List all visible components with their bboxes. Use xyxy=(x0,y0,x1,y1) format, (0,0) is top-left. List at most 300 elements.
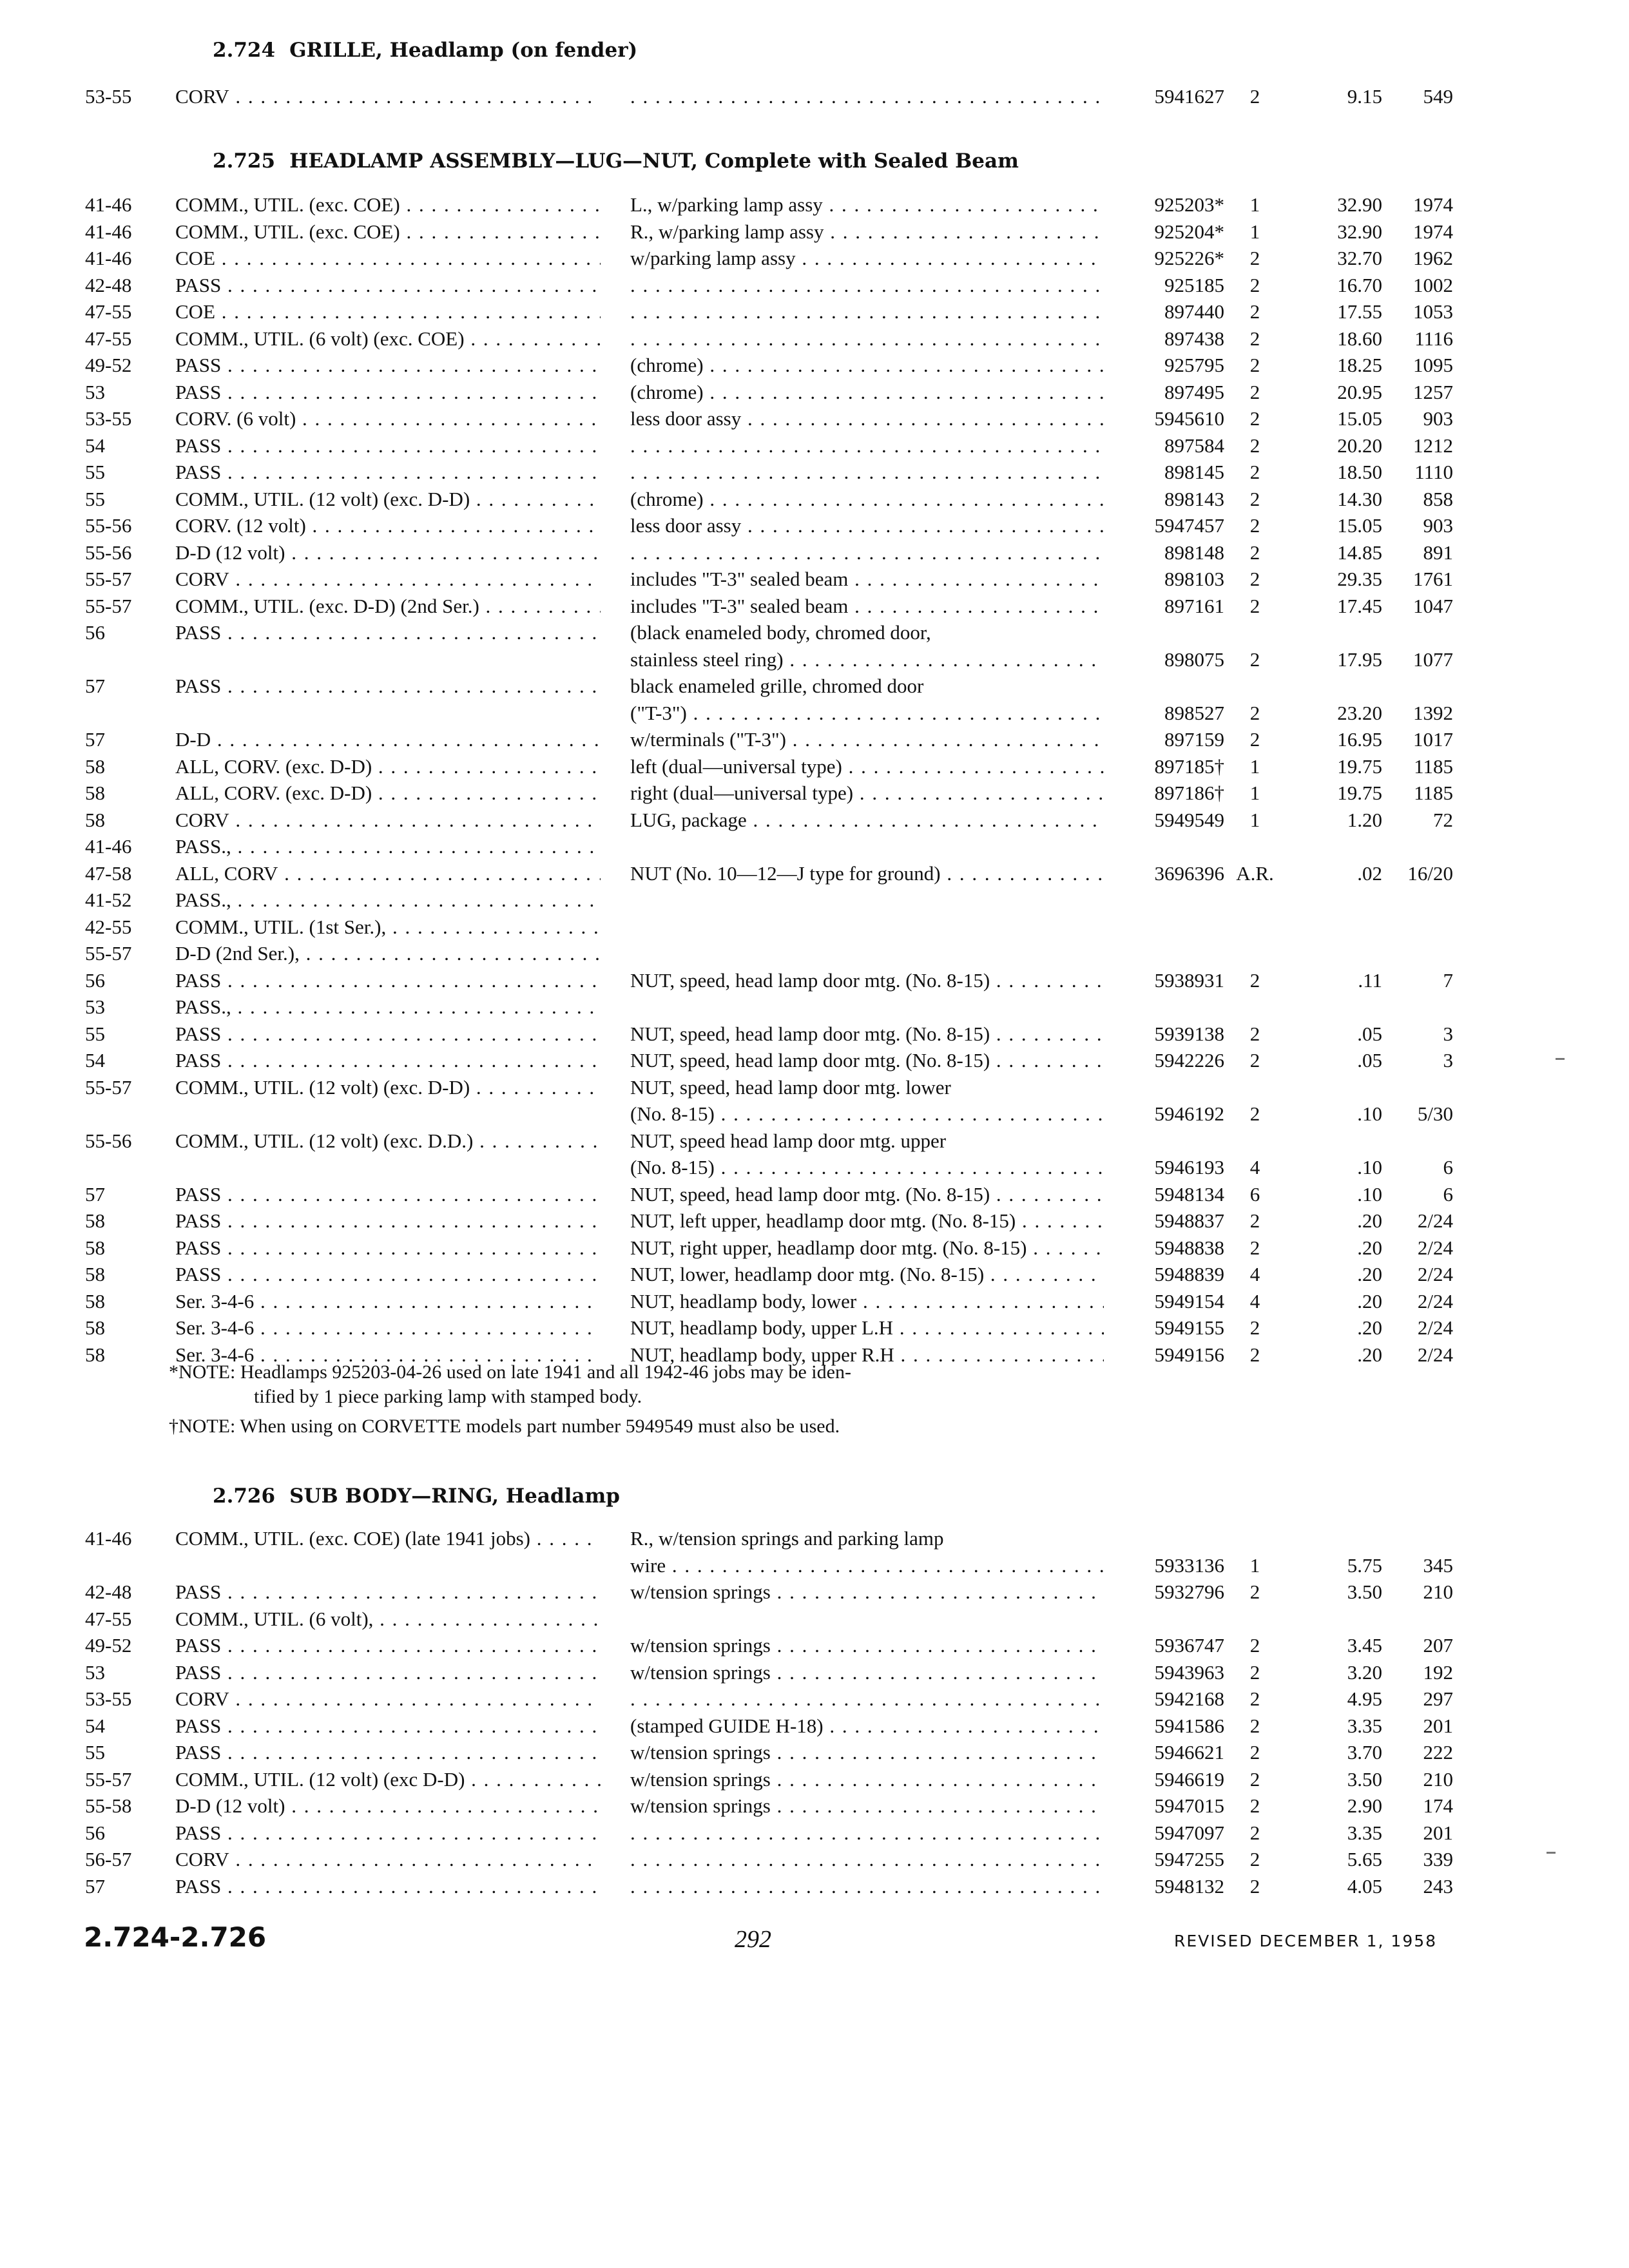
model-name: CORV. (6 volt) . . . xyxy=(175,406,601,432)
model-name: D-D (12 volt) . . . xyxy=(175,540,601,566)
part-description xyxy=(630,299,1104,325)
list-price: 4.95 xyxy=(1347,1687,1382,1710)
section-number: 2.726 xyxy=(213,1485,276,1508)
section-number: 2.724 xyxy=(213,39,276,62)
price-group: 549 xyxy=(1423,85,1453,108)
table-row xyxy=(0,566,1629,593)
part-description xyxy=(630,326,1104,352)
list-price: 14.30 xyxy=(1337,487,1382,510)
model-name: PASS . . . xyxy=(175,1660,601,1686)
part-number: 897185† xyxy=(1154,754,1224,778)
table-row xyxy=(0,1262,1629,1289)
part-number: 898143 xyxy=(1164,487,1224,510)
part-number: 897440 xyxy=(1164,300,1224,323)
list-price: 16.95 xyxy=(1337,728,1382,751)
price-group: 1185 xyxy=(1414,754,1453,778)
model-years: 49-52 xyxy=(85,354,132,376)
price-group: 1974 xyxy=(1413,193,1453,216)
model-name: CORV . . . xyxy=(175,84,601,110)
table-row xyxy=(0,1793,1629,1820)
model-name: PASS . . . xyxy=(175,433,601,459)
list-price: 3.35 xyxy=(1347,1821,1382,1844)
model-years: 54 xyxy=(85,1714,105,1737)
model-name: PASS., . . . xyxy=(175,887,601,913)
model-years: 41-52 xyxy=(85,889,132,911)
model-name: COMM., UTIL. (1st Ser.), . . . xyxy=(175,914,601,940)
model-years: 56-57 xyxy=(85,1848,132,1870)
table-row xyxy=(0,219,1629,246)
model-name: PASS . . . xyxy=(175,1208,601,1234)
model-name: CORV . . . xyxy=(175,1686,601,1712)
part-number: 5946621 xyxy=(1154,1741,1224,1763)
model-years: 58 xyxy=(85,1263,105,1285)
quantity: 4 xyxy=(1249,1263,1260,1285)
model-years: 58 xyxy=(85,754,105,778)
list-price: 3.70 xyxy=(1347,1741,1382,1763)
part-number: 5943963 xyxy=(1154,1660,1224,1684)
part-number: 5936747 xyxy=(1154,1634,1224,1657)
quantity: 1 xyxy=(1249,808,1260,831)
model-years: 53 xyxy=(85,1660,105,1684)
price-group: 192 xyxy=(1423,1660,1453,1684)
model-years: 41-46 xyxy=(85,1527,132,1550)
quantity: 2 xyxy=(1249,1102,1260,1125)
model-name: PASS . . . xyxy=(175,673,601,699)
part-description: less door assy . . . xyxy=(630,406,1104,432)
part-description: includes "T-3" sealed beam . . . xyxy=(630,566,1104,592)
model-name: PASS . . . xyxy=(175,620,601,646)
quantity: 1 xyxy=(1249,1553,1260,1577)
price-group: 1110 xyxy=(1414,461,1453,483)
price-group: 3 xyxy=(1443,1022,1453,1045)
section-title: HEADLAMP ASSEMBLY—LUG—NUT, Complete with Sealed Beam xyxy=(289,149,1019,173)
part-number: 5948134 xyxy=(1154,1182,1224,1206)
quantity: 2 xyxy=(1249,1049,1260,1072)
model-name: PASS . . . xyxy=(175,1235,601,1261)
section-heading xyxy=(213,39,637,62)
part-number: 898148 xyxy=(1164,541,1224,564)
part-description: L., w/parking lamp assy . . . xyxy=(630,192,1104,218)
part-number: 925185 xyxy=(1164,273,1224,296)
part-description: (stamped GUIDE H-18) . . . xyxy=(630,1713,1104,1739)
model-name: COMM., UTIL. (exc. COE) . . . xyxy=(175,192,601,218)
part-description xyxy=(630,1820,1104,1846)
part-number: 5948838 xyxy=(1154,1236,1224,1259)
table-row xyxy=(0,593,1629,620)
list-price: 15.05 xyxy=(1337,407,1382,430)
footnote-headlamps xyxy=(169,1360,851,1385)
quantity: 2 xyxy=(1249,1660,1260,1684)
price-group: 72 xyxy=(1433,808,1453,831)
table-row xyxy=(0,1847,1629,1874)
part-description: LUG, package . . . xyxy=(630,807,1104,833)
table-row xyxy=(0,754,1629,781)
table-row xyxy=(0,299,1629,326)
model-years: 47-55 xyxy=(85,327,132,350)
table-row xyxy=(0,620,1629,647)
model-years: 57 xyxy=(85,1182,105,1206)
part-description: (No. 8-15) . . . xyxy=(630,1155,1104,1180)
quantity: 2 xyxy=(1249,1794,1260,1817)
price-group: 903 xyxy=(1423,407,1453,430)
list-price: 14.85 xyxy=(1337,541,1382,564)
part-number: 5948839 xyxy=(1154,1263,1224,1285)
quantity: 2 xyxy=(1249,1022,1260,1045)
model-years: 58 xyxy=(85,782,105,804)
list-price: 19.75 xyxy=(1337,782,1382,804)
list-price: 5.65 xyxy=(1347,1848,1382,1870)
model-years: 57 xyxy=(85,675,105,697)
model-name: D-D (12 volt) . . . xyxy=(175,1793,601,1819)
model-years: 47-55 xyxy=(85,1607,132,1630)
price-group: 201 xyxy=(1423,1714,1453,1737)
table-row xyxy=(0,245,1629,273)
part-number: 898527 xyxy=(1164,701,1224,724)
list-price: .20 xyxy=(1357,1209,1382,1232)
model-name: PASS . . . xyxy=(175,1740,601,1765)
model-years: 53 xyxy=(85,380,105,403)
table-row xyxy=(0,834,1629,861)
section-number: 2.725 xyxy=(213,149,276,173)
list-price: 3.50 xyxy=(1347,1767,1382,1791)
model-years: 41-46 xyxy=(85,220,132,243)
part-number: 925226* xyxy=(1154,247,1224,269)
model-years: 55 xyxy=(85,1741,105,1763)
table-row xyxy=(0,1235,1629,1262)
model-name: PASS . . . xyxy=(175,968,601,994)
part-number: 5941627 xyxy=(1154,85,1224,108)
part-description: NUT, speed, head lamp door mtg. (No. 8-15) . . . xyxy=(630,1021,1104,1047)
list-price: 18.60 xyxy=(1337,327,1382,350)
part-number: 898075 xyxy=(1164,648,1224,671)
part-description: w/tension springs . . . xyxy=(630,1793,1104,1819)
price-group: 174 xyxy=(1423,1794,1453,1817)
quantity: 2 xyxy=(1249,514,1260,537)
quantity: 2 xyxy=(1249,1848,1260,1870)
quantity: A.R. xyxy=(1236,861,1274,885)
table-row xyxy=(0,1553,1629,1580)
table-row xyxy=(0,1155,1629,1182)
part-description: (chrome) . . . xyxy=(630,486,1104,512)
price-group: 3 xyxy=(1443,1049,1453,1072)
model-name: COMM., UTIL. (12 volt) (exc. D.D.) . . . xyxy=(175,1128,601,1154)
price-group: 210 xyxy=(1423,1581,1453,1603)
table-row xyxy=(0,513,1629,540)
table-row xyxy=(0,807,1629,834)
part-description xyxy=(630,1847,1104,1872)
part-description: NUT, left upper, headlamp door mtg. (No. 8-15) . . . xyxy=(630,1208,1104,1234)
part-number: 898145 xyxy=(1164,461,1224,483)
quantity: 2 xyxy=(1249,968,1260,992)
list-price: .05 xyxy=(1357,1049,1382,1072)
table-row xyxy=(0,647,1629,674)
quantity: 2 xyxy=(1249,701,1260,724)
quantity: 2 xyxy=(1249,1687,1260,1710)
table-row xyxy=(0,352,1629,380)
part-number: 5933136 xyxy=(1154,1553,1224,1577)
price-group: 16/20 xyxy=(1407,861,1453,885)
table-row xyxy=(0,1289,1629,1316)
model-years: 58 xyxy=(85,1316,105,1339)
model-years: 53-55 xyxy=(85,407,132,430)
price-group: 2/24 xyxy=(1417,1263,1453,1285)
part-number: 5939138 xyxy=(1154,1022,1224,1045)
model-years: 58 xyxy=(85,1289,105,1312)
price-group: 1257 xyxy=(1413,380,1453,403)
model-years: 49-52 xyxy=(85,1634,132,1657)
part-description: includes "T-3" sealed beam . . . xyxy=(630,593,1104,619)
model-name: COMM., UTIL. (12 volt) (exc. D-D) . . . xyxy=(175,486,601,512)
quantity: 2 xyxy=(1249,1343,1260,1366)
model-name: PASS . . . xyxy=(175,352,601,378)
part-description: w/tension springs . . . xyxy=(630,1740,1104,1765)
part-number: 925203* xyxy=(1154,193,1224,216)
price-group: 1392 xyxy=(1413,701,1453,724)
part-description: NUT, speed, head lamp door mtg. (No. 8-15) . . . xyxy=(630,968,1104,994)
part-description: right (dual—universal type) . . . xyxy=(630,780,1104,806)
model-name: COMM., UTIL. (exc. COE) (late 1941 jobs) . . . xyxy=(175,1526,601,1552)
note-line: *NOTE: Headlamps 925203-04-26 used on late 1941 and all 1942-46 jobs may be iden- xyxy=(169,1361,851,1383)
quantity: 2 xyxy=(1249,1714,1260,1737)
model-years: 53-55 xyxy=(85,85,132,108)
model-name: Ser. 3-4-6 . . . xyxy=(175,1342,601,1368)
model-years: 56 xyxy=(85,1821,105,1844)
list-price: 32.70 xyxy=(1337,247,1382,269)
list-price: 3.45 xyxy=(1347,1634,1382,1657)
table-row xyxy=(0,486,1629,514)
price-group: 891 xyxy=(1423,541,1453,564)
part-description: black enameled grille, chromed door xyxy=(630,675,924,697)
model-years: 55-57 xyxy=(85,568,132,590)
part-description xyxy=(630,1874,1104,1899)
part-description: w/tension springs . . . xyxy=(630,1660,1104,1686)
list-price: .11 xyxy=(1358,968,1382,992)
quantity: 2 xyxy=(1249,568,1260,590)
page-range: 2.724-2.726 xyxy=(84,1921,267,1953)
table-row xyxy=(0,1182,1629,1209)
quantity: 2 xyxy=(1249,380,1260,403)
model-years: 58 xyxy=(85,1209,105,1232)
model-name: Ser. 3-4-6 . . . xyxy=(175,1289,601,1314)
table-row xyxy=(0,1526,1629,1553)
quantity: 2 xyxy=(1249,1634,1260,1657)
model-name: COMM., UTIL. (12 volt) (exc D-D) . . . xyxy=(175,1767,601,1792)
section-heading xyxy=(213,149,1019,173)
quantity: 1 xyxy=(1249,754,1260,778)
quantity: 2 xyxy=(1249,354,1260,376)
list-price: 5.75 xyxy=(1347,1553,1382,1577)
model-name: PASS . . . xyxy=(175,1262,601,1287)
part-description: (black enameled body, chromed door, xyxy=(630,621,931,644)
model-years: 57 xyxy=(85,728,105,751)
part-description xyxy=(630,540,1104,566)
table-row xyxy=(0,673,1629,700)
section-title: GRILLE, Headlamp (on fender) xyxy=(289,39,638,62)
quantity: 2 xyxy=(1249,541,1260,564)
quantity: 4 xyxy=(1249,1289,1260,1312)
model-years: 55 xyxy=(85,487,105,510)
model-years: 55 xyxy=(85,461,105,483)
list-price: 32.90 xyxy=(1337,220,1382,243)
footnote-headlamps-cont xyxy=(254,1384,642,1410)
part-number: 898103 xyxy=(1164,568,1224,590)
model-years: 41-46 xyxy=(85,835,132,858)
price-group: 1185 xyxy=(1414,782,1453,804)
model-years: 58 xyxy=(85,1236,105,1259)
part-description: less door assy . . . xyxy=(630,513,1104,539)
quantity: 2 xyxy=(1249,1316,1260,1339)
part-number: 5938931 xyxy=(1154,968,1224,992)
table-row xyxy=(0,1740,1629,1767)
part-number: 5945610 xyxy=(1154,407,1224,430)
price-group: 858 xyxy=(1423,487,1453,510)
part-description: NUT, speed, head lamp door mtg. lower xyxy=(630,1075,951,1099)
list-price: 18.50 xyxy=(1337,461,1382,483)
price-group: 339 xyxy=(1423,1848,1453,1870)
list-price: 1.20 xyxy=(1347,808,1382,831)
price-group: 345 xyxy=(1423,1553,1453,1577)
page-number: 292 xyxy=(735,1926,771,1953)
model-name: D-D (2nd Ser.), . . . xyxy=(175,941,601,966)
note-line: †NOTE: When using on CORVETTE models part number 5949549 must also be used. xyxy=(169,1416,840,1437)
part-number: 5946193 xyxy=(1154,1156,1224,1178)
model-name: COE . . . xyxy=(175,245,601,271)
price-group: 7 xyxy=(1443,968,1453,992)
model-name: PASS . . . xyxy=(175,459,601,485)
model-years: 55-58 xyxy=(85,1794,132,1817)
list-price: .20 xyxy=(1357,1343,1382,1366)
quantity: 2 xyxy=(1249,273,1260,296)
quantity: 2 xyxy=(1249,327,1260,350)
part-description: NUT, lower, headlamp door mtg. (No. 8-15) . . . xyxy=(630,1262,1104,1287)
model-name: D-D . . . xyxy=(175,727,601,753)
price-group: 1761 xyxy=(1413,568,1453,590)
table-row xyxy=(0,968,1629,995)
list-price: 15.05 xyxy=(1337,514,1382,537)
model-name: PASS . . . xyxy=(175,380,601,405)
part-description: (chrome) . . . xyxy=(630,380,1104,405)
note-line: tified by 1 piece parking lamp with stamped body. xyxy=(254,1386,642,1407)
part-number: 3696396 xyxy=(1154,861,1224,885)
quantity: 2 xyxy=(1249,434,1260,457)
part-description xyxy=(630,433,1104,459)
part-description: left (dual—universal type) . . . xyxy=(630,754,1104,780)
model-years: 42-55 xyxy=(85,915,132,938)
table-row xyxy=(0,1075,1629,1102)
table-row xyxy=(0,861,1629,888)
model-years: 41-46 xyxy=(85,247,132,269)
model-years: 42-48 xyxy=(85,273,132,296)
list-price: 3.50 xyxy=(1347,1581,1382,1603)
quantity: 2 xyxy=(1249,1821,1260,1844)
list-price: 32.90 xyxy=(1337,193,1382,216)
table-row xyxy=(0,1633,1629,1660)
model-years: 47-55 xyxy=(85,300,132,323)
list-price: 16.70 xyxy=(1337,273,1382,296)
table-row xyxy=(0,1686,1629,1713)
quantity: 2 xyxy=(1249,407,1260,430)
price-group: 1002 xyxy=(1413,273,1453,296)
model-name: PASS . . . xyxy=(175,1820,601,1846)
list-price: 19.75 xyxy=(1337,754,1382,778)
table-row xyxy=(0,459,1629,486)
part-number: 5946192 xyxy=(1154,1102,1224,1125)
list-price: 9.15 xyxy=(1347,85,1382,108)
model-years: 54 xyxy=(85,1049,105,1072)
model-years: 58 xyxy=(85,808,105,831)
table-row xyxy=(0,1021,1629,1048)
price-group: 1116 xyxy=(1414,327,1453,350)
part-number: 5947097 xyxy=(1154,1821,1224,1844)
price-group: 1095 xyxy=(1413,354,1453,376)
part-description: NUT (No. 10—12—J type for ground) . . . xyxy=(630,861,1104,887)
model-name: COMM., UTIL. (exc. COE) . . . xyxy=(175,219,601,245)
model-years: 42-48 xyxy=(85,1581,132,1603)
model-years: 55-56 xyxy=(85,514,132,537)
part-number: 5947015 xyxy=(1154,1794,1224,1817)
part-number: 897186† xyxy=(1154,782,1224,804)
part-number: 5942168 xyxy=(1154,1687,1224,1710)
price-group: 903 xyxy=(1423,514,1453,537)
part-number: 897159 xyxy=(1164,728,1224,751)
table-row xyxy=(0,887,1629,914)
table-row xyxy=(0,1713,1629,1740)
part-description: ("T-3") . . . xyxy=(630,700,1104,726)
price-group: 1017 xyxy=(1413,728,1453,751)
model-name: COMM., UTIL. (6 volt) (exc. COE) . . . xyxy=(175,326,601,352)
model-name: PASS . . . xyxy=(175,1021,601,1047)
price-group: 210 xyxy=(1423,1767,1453,1791)
quantity: 2 xyxy=(1249,1874,1260,1898)
model-name: CORV . . . xyxy=(175,1847,601,1872)
part-number: 5949156 xyxy=(1154,1343,1224,1366)
list-price: .20 xyxy=(1357,1316,1382,1339)
model-name: ALL, CORV . . . xyxy=(175,861,601,887)
model-years: 47-58 xyxy=(85,861,132,885)
model-years: 55-56 xyxy=(85,541,132,564)
list-price: 4.05 xyxy=(1347,1874,1382,1898)
margin-mark xyxy=(1547,1852,1556,1854)
price-group: 5/30 xyxy=(1417,1102,1453,1125)
list-price: .02 xyxy=(1357,861,1382,885)
price-group: 2/24 xyxy=(1417,1289,1453,1312)
part-description: w/tension springs . . . xyxy=(630,1767,1104,1792)
list-price: .20 xyxy=(1357,1236,1382,1259)
model-name: PASS . . . xyxy=(175,1579,601,1605)
quantity: 2 xyxy=(1249,461,1260,483)
quantity: 2 xyxy=(1249,1236,1260,1259)
part-number: 5949155 xyxy=(1154,1316,1224,1339)
table-row xyxy=(0,1579,1629,1606)
part-number: 897161 xyxy=(1164,594,1224,617)
model-years: 57 xyxy=(85,1874,105,1898)
quantity: 4 xyxy=(1249,1156,1260,1178)
quantity: 2 xyxy=(1249,1209,1260,1232)
part-description: R., w/parking lamp assy . . . xyxy=(630,219,1104,245)
part-number: 5948837 xyxy=(1154,1209,1224,1232)
model-name: CORV . . . xyxy=(175,807,601,833)
table-row xyxy=(0,1874,1629,1901)
price-group: 1053 xyxy=(1413,300,1453,323)
table-row xyxy=(0,1606,1629,1633)
table-row xyxy=(0,540,1629,567)
price-group: 2/24 xyxy=(1417,1209,1453,1232)
table-row xyxy=(0,780,1629,807)
price-group: 207 xyxy=(1423,1634,1453,1657)
part-number: 5932796 xyxy=(1154,1581,1224,1603)
part-description xyxy=(630,84,1104,110)
part-number: 5942226 xyxy=(1154,1049,1224,1072)
